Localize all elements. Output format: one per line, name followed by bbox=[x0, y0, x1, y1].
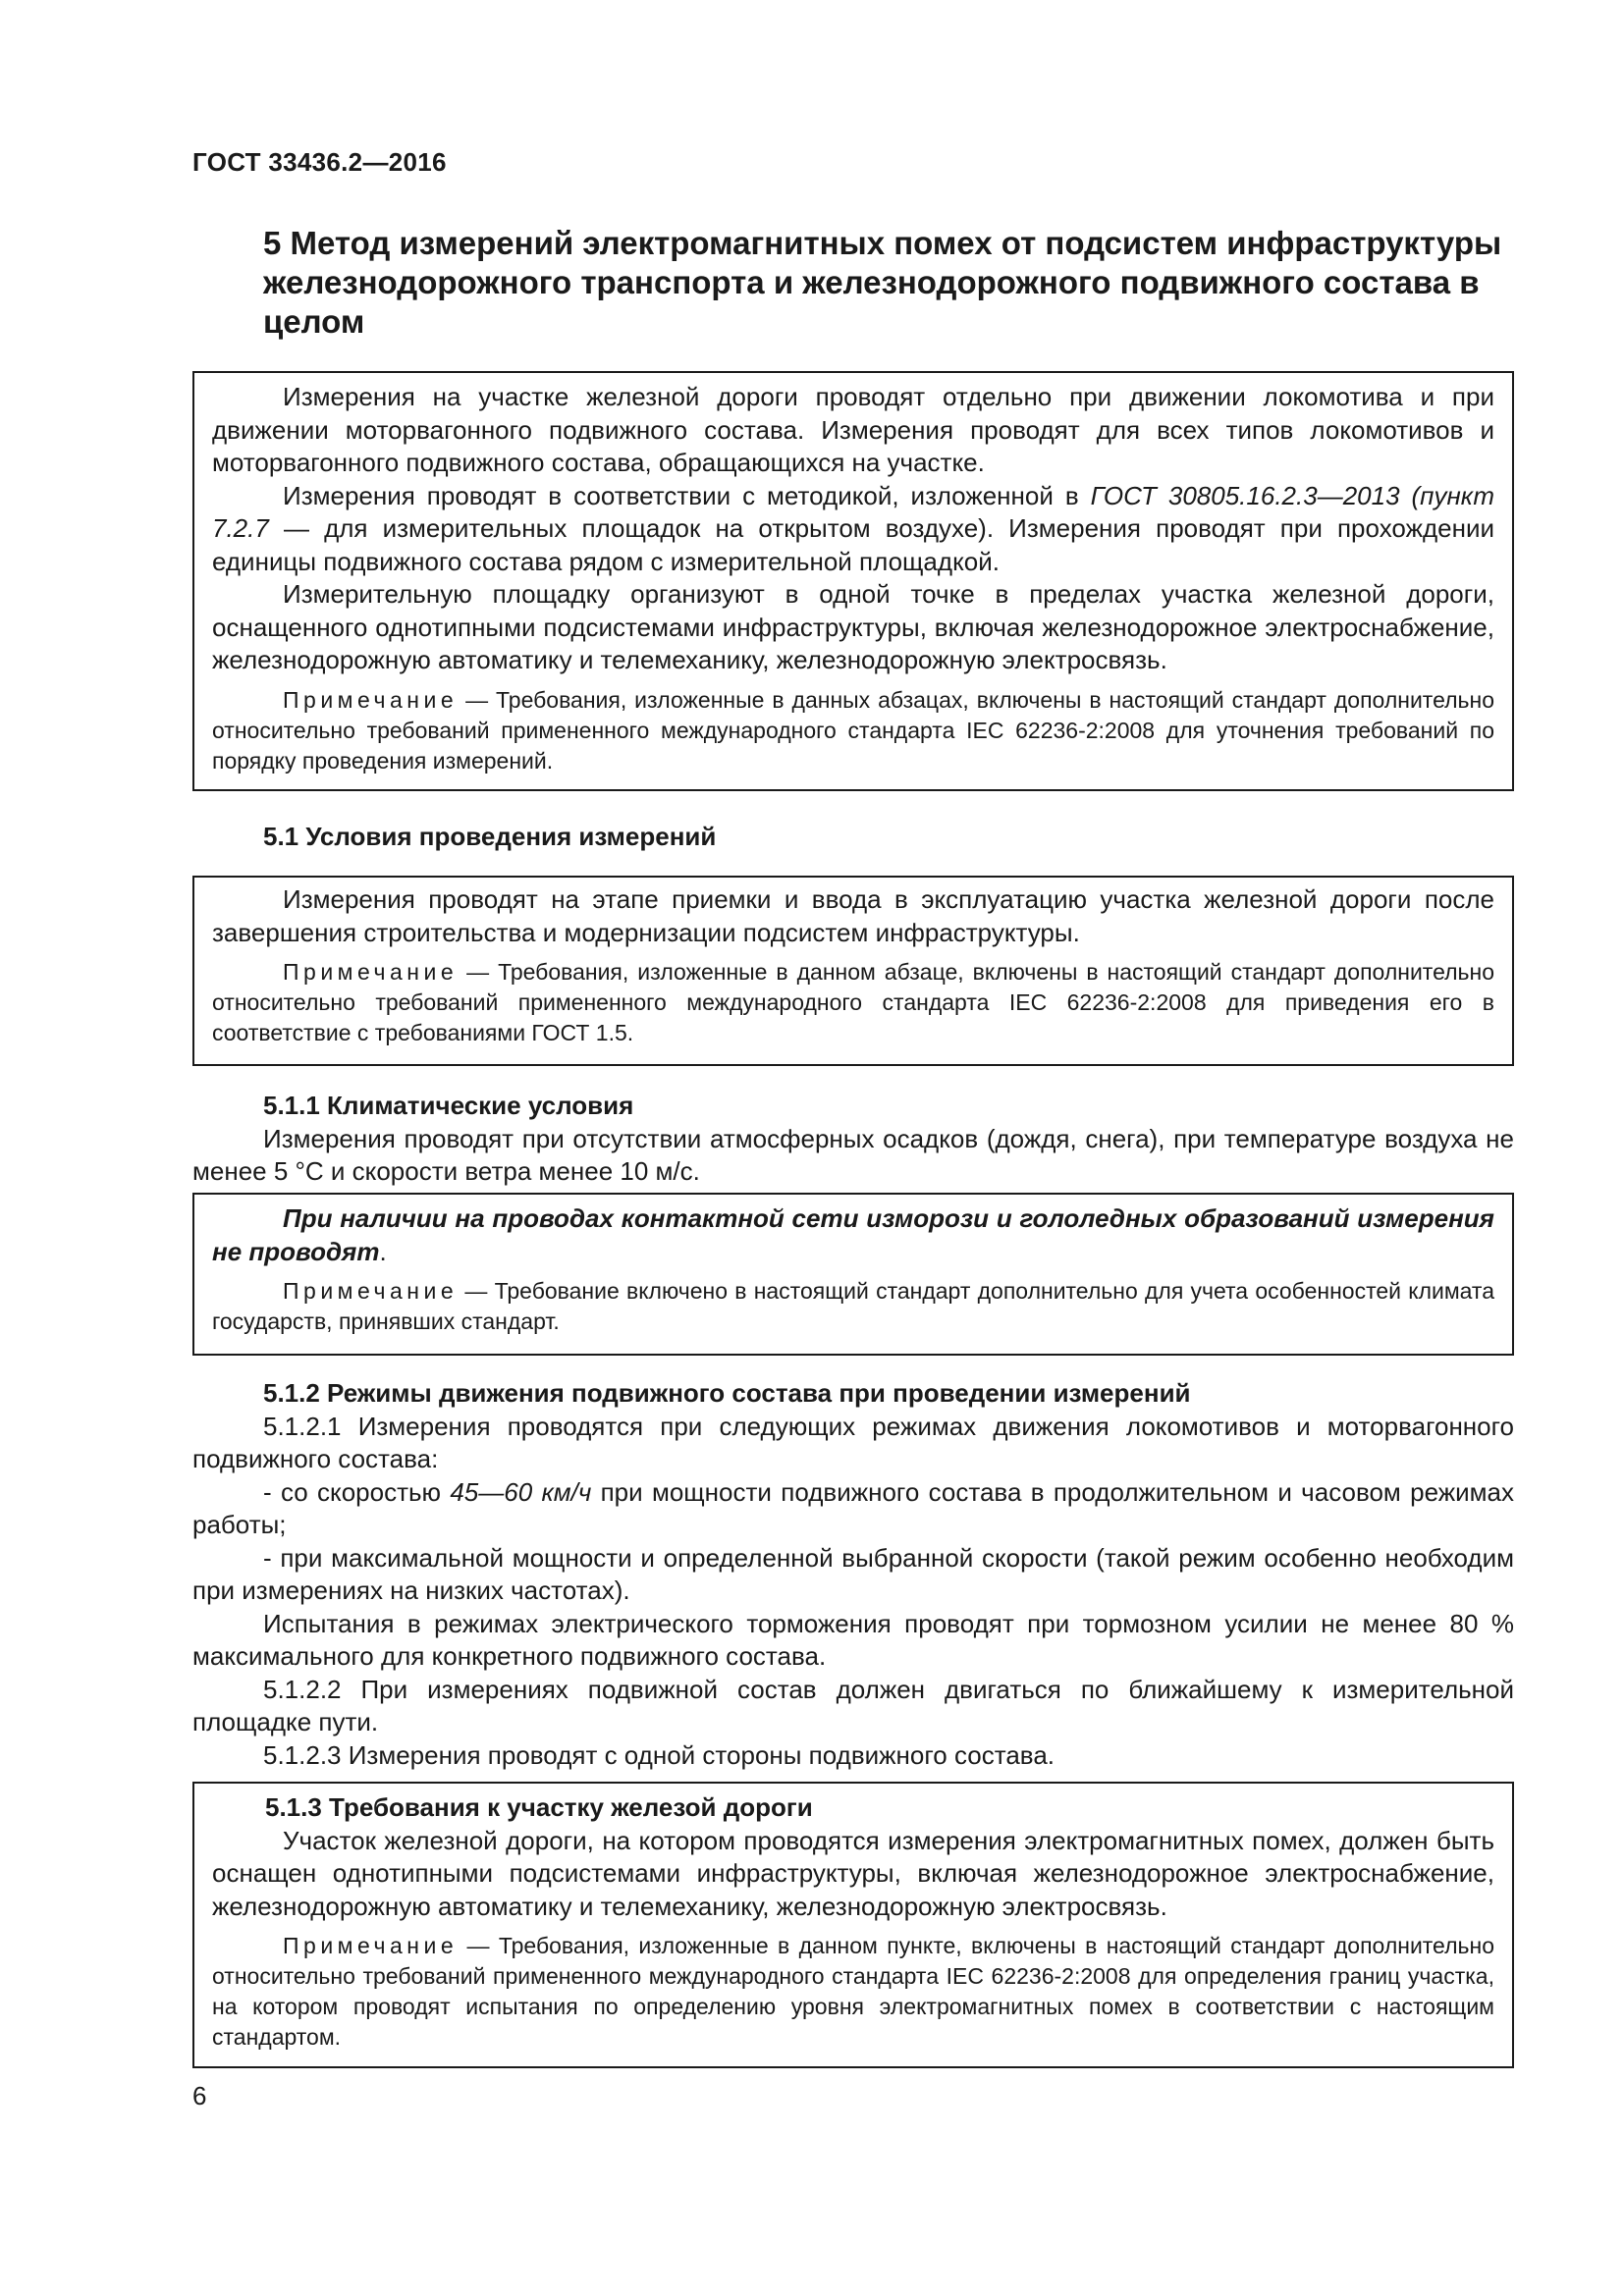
section-5-paragraph-2: Измерения проводят в соответствии с методикой, изложенной в ГОСТ 30805.16.2.3—2013 (пункт 7.2.7 — для измерительных площадок на открытом воздухе). Измерения проводят при прохождении единицы подвижного состава рядом с измерительной площадкой. bbox=[212, 480, 1494, 576]
section-5-1-3-heading: 5.1.3 Требования к участку железой дороги bbox=[265, 1792, 813, 1822]
section-5-1-paragraph: Измерения проводят на этапе приемки и ввода в эксплуатацию участка железной дороги после завершения строительства и модернизации подсистем инфраструктуры. bbox=[212, 884, 1494, 947]
list-item-max-power: - при максимальной мощности и определенной выбранной скорости (такой режим особенно необходим при измерениях на низких частотах). bbox=[192, 1542, 1514, 1605]
standard-reference: ГОСТ 30805.16.2.3—2013 (пункт 7.2.7 bbox=[212, 480, 1494, 543]
section-5-1-2-heading: 5.1.2 Режимы движения подвижного состава при проведении измерений bbox=[263, 1378, 1191, 1408]
section-5-1-2-2-paragraph: 5.1.2.2 При измерениях подвижной состав должен двигаться по ближайшему к измерительной площадке пути. bbox=[192, 1674, 1514, 1736]
section-5-1-3-note: Примечание — Требования, изложенные в данном пункте, включены в настоящий стандарт дополнительно относительно требований примененного международного стандарта IEC 62236-2:2008 для определения границ участка, на котором проводят испытания по определению уровня электромагнитных помех в соответствии с настоящим стандартом. bbox=[212, 1933, 1494, 2050]
section-5-box bbox=[192, 371, 1514, 791]
section-5-title: 5 Метод измерений электромагнитных помех от подсистем инфраструктуры железнодорожного транспорта и железнодорожного подвижного состава в целом bbox=[263, 225, 1502, 340]
page-number: 6 bbox=[192, 2081, 207, 2110]
note-label: Примечание bbox=[283, 1278, 459, 1304]
section-5-1-2-braking-paragraph: Испытания в режимах электрического торможения проводят при тормозном усилии не менее 80 % максимального для конкретного подвижного состава. bbox=[192, 1608, 1514, 1671]
document-header: ГОСТ 33436.2—2016 bbox=[192, 147, 447, 177]
section-5-1-box bbox=[192, 876, 1514, 1066]
section-5-1-1-box-paragraph: При наличии на проводах контактной сети изморози и гололедных образований измерения не проводят. bbox=[212, 1203, 1494, 1266]
section-5-1-1-box bbox=[192, 1193, 1514, 1356]
note-label: Примечание bbox=[283, 959, 459, 985]
section-5-note: Примечание — Требования, изложенные в данных абзацах, включены в настоящий стандарт дополнительно относительно требований примененного международного стандарта IEC 62236-2:2008 для уточнения требований по порядку проведения измерений. bbox=[212, 686, 1494, 774]
section-5-1-3-box bbox=[192, 1782, 1514, 2068]
section-5-1-3-paragraph: Участок железной дороги, на котором проводятся измерения электромагнитных помех, должен быть оснащен однотипными подсистемами инфраструктуры, включая железнодорожное электроснабжение, железнодорожную автоматику и телемеханику, железнодорожную электросвязь. bbox=[212, 1825, 1494, 1921]
note-label: Примечание bbox=[283, 686, 459, 713]
section-5-1-1-paragraph: Измерения проводят при отсутствии атмосферных осадков (дождя, снега), при температуре воздуха не менее 5 °С и скорости ветра менее 10 м/с. bbox=[192, 1123, 1514, 1186]
section-5-1-1-heading: 5.1.1 Климатические условия bbox=[263, 1091, 634, 1120]
section-5-1-1-note: Примечание — Требование включено в настоящий стандарт дополнительно для учета особенностей климата государств, принявших стандарт. bbox=[212, 1278, 1494, 1334]
section-5-paragraph-3: Измерительную площадку организуют в одной точке в пределах участка железной дороги, оснащенного однотипными подсистемами инфраструктуры, включая железнодорожное электроснабжение, железнодорожную автоматику и телемеханику, железнодорожную электросвязь. bbox=[212, 579, 1494, 674]
section-5-1-2-1-paragraph: 5.1.2.1 Измерения проводятся при следующих режимах движения локомотивов и моторвагонного подвижного состава: bbox=[192, 1411, 1514, 1473]
note-label: Примечание bbox=[283, 1933, 459, 1958]
section-5-paragraph-1: Измерения на участке железной дороги проводят отдельно при движении локомотива и при движении моторвагонного подвижного состава. Измерения проводят для всех типов локомотивов и моторвагонного подвижного состава, обращающихся на участке. bbox=[212, 382, 1494, 477]
section-5-1-heading: 5.1 Условия проведения измерений bbox=[263, 822, 717, 851]
section-5-1-2-3-paragraph: 5.1.2.3 Измерения проводят с одной стороны подвижного состава. bbox=[263, 1739, 1055, 1770]
section-5-1-note: Примечание — Требования, изложенные в данном абзаце, включены в настоящий стандарт дополнительно относительно требований примененного международного стандарта IEC 62236-2:2008 для приведения его в соответствие с требованиями ГОСТ 1.5. bbox=[212, 959, 1494, 1045]
list-item-speed: - со скоростью 45—60 км/ч при мощности подвижного состава в продолжительном и часовом режимах работы; bbox=[192, 1476, 1514, 1539]
